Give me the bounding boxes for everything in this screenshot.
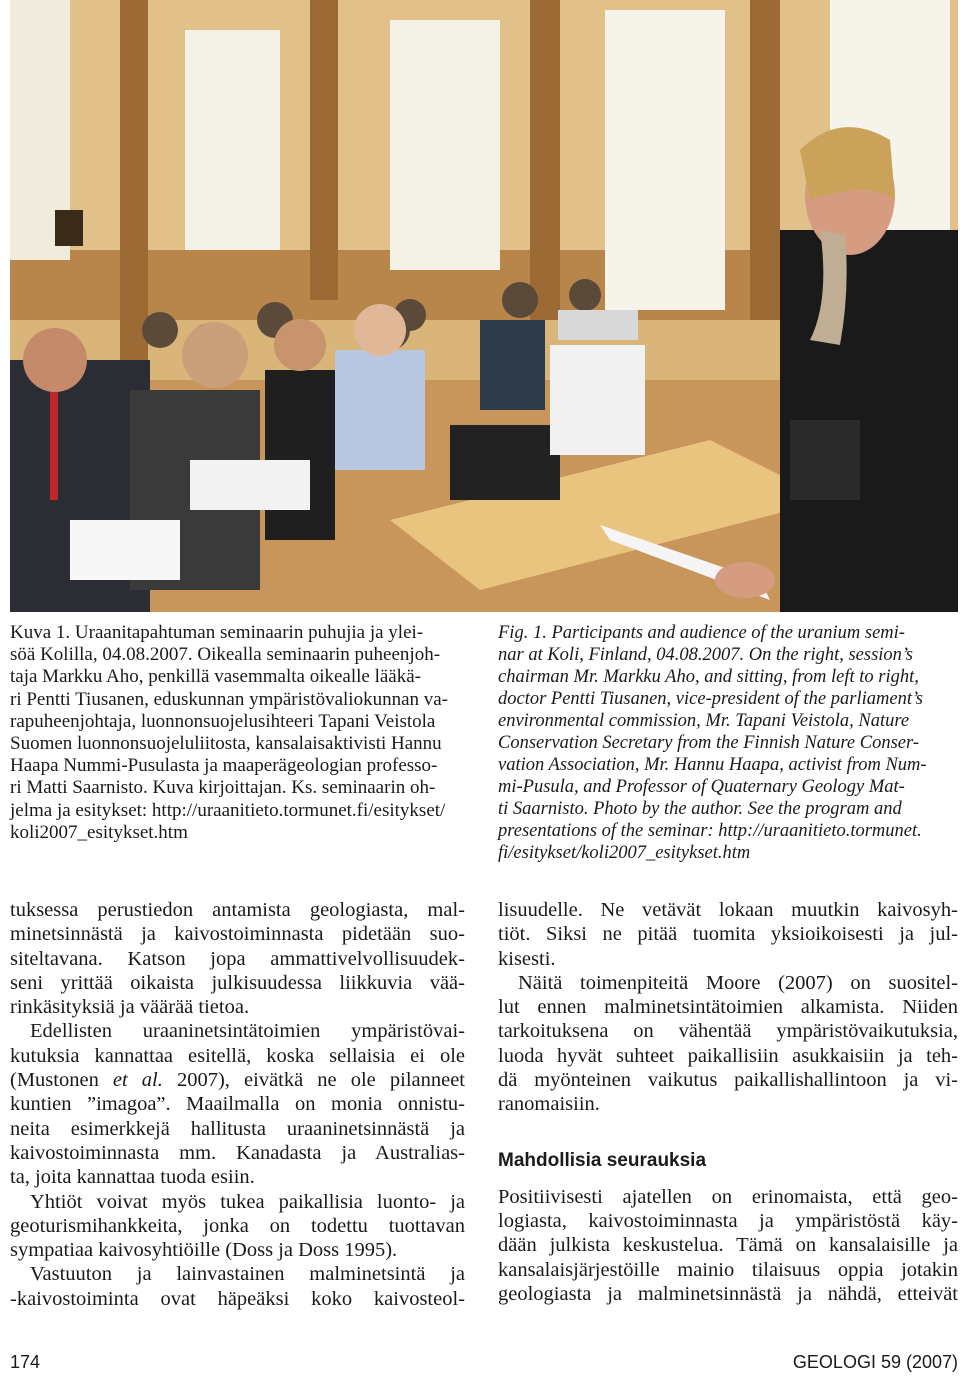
text-line: tuksessa perustiedon antamista geologiasta, mal- — [10, 899, 465, 921]
caption-line: Kuva 1. Uraanitapahtuman seminaarin puhujia ja ylei- — [10, 622, 424, 643]
caption-line: Fig. 1. Participants and audience of the uranium semi- — [498, 623, 905, 643]
caption-line: presentations of the seminar: http://uraanitieto.tormunet. — [498, 821, 922, 841]
text-line: kisesti. — [498, 947, 556, 970]
text-line: ta, joita kannattaa tuoda esiin. — [10, 1166, 255, 1189]
text-line: Positiivisesti ajatellen on erinomaista, että geo- — [498, 1185, 958, 1208]
page-footer — [10, 1352, 958, 1376]
caption-english — [498, 622, 958, 864]
caption-line: environmental commission, Mr. Tapani Veistola, Nature — [498, 711, 910, 731]
paragraph — [10, 1190, 465, 1263]
caption-line: Suomen luonnonsuojeluliitosta, kansalaisaktivisti Hannu — [10, 733, 442, 755]
text-line: geoturismihankkeita, jonka on todettu tuottavan — [10, 1214, 465, 1237]
text-line: tiöt. Siksi ne pitää tuomita yksioikoisesti ja jul- — [498, 923, 958, 946]
caption-line: fi/esitykset/koli2007_esitykset.htm — [498, 843, 751, 863]
text-line: sympatiaa kaivosyhtiöille (Doss ja Doss 1995). — [10, 1239, 398, 1262]
text-line: geologiasta ja malminetsinnästä ja nähdä, etteivät — [498, 1282, 958, 1305]
caption-line: ri Matti Saarnisto. Kuva kirjoittajan. Ks. seminaarin oh- — [10, 777, 436, 799]
text-line: lut ennen malminetsintätoimien alkamista. Niiden — [498, 996, 958, 1019]
text-line: ranomaisiin. — [498, 1093, 600, 1116]
text-line: kansalaisjärjestöille mainio tilaisuus oppia jotakin — [498, 1258, 958, 1281]
caption-line: ri Pentti Tiusanen, eduskunnan ympäristövaliokunnan va- — [10, 688, 449, 710]
body-column-left — [10, 898, 465, 1311]
text-line: kutuksia kannattaa esitellä, koska sellaisia ei ole — [10, 1044, 465, 1067]
paragraph — [498, 898, 958, 971]
text-line: lisuudelle. Ne vetävät lokaan muutkin kaivosyh- — [498, 899, 958, 921]
caption-line: koli2007_esitykset.htm — [10, 821, 188, 843]
caption-line: rapuheenjohtaja, luonnonsuojelusihteeri Tapani Veistola — [10, 710, 436, 732]
text-line: tarkoituksena on vähentää ympäristövaikutuksia, — [498, 1020, 958, 1043]
text-line: minetsinnästä ja kaivostoiminnasta pidetään suo- — [10, 923, 465, 946]
text-line: Näitä toimenpiteitä Moore (2007) on suositel- — [518, 971, 958, 994]
paragraph — [10, 898, 465, 1019]
caption-line: taja Markku Aho, penkillä vasemmalta oikealle lääkä- — [10, 666, 421, 688]
text-line: kaivostoiminnasta mm. Kanadasta ja Australias- — [10, 1141, 465, 1164]
text-line: seni yrittää oikaista julkisuudessa liikkuvia vää- — [10, 971, 465, 994]
body-column-right — [498, 898, 958, 1306]
paragraph — [10, 1262, 465, 1311]
text-line: luoda hyvät suhteet paikallisiin asukkaisiin ja teh- — [498, 1044, 958, 1067]
journal-name: GEOLOGI 59 (2007) — [792, 1352, 958, 1372]
text-line: rinkäsityksiä ja väärää tietoa. — [10, 996, 250, 1019]
text-line: (Mustonen et al. 2007), eivätkä ne ole pilanneet — [10, 1069, 466, 1092]
text-line: Edellisten uraaninetsintätoimien ympäristövai- — [30, 1020, 465, 1043]
caption-line: vation Association, Mr. Hannu Haapa, activist from Num- — [498, 755, 927, 775]
paragraph — [10, 1019, 465, 1189]
caption-line: mi-Pusula, and Professor of Quaternary Geology Mat- — [498, 777, 905, 797]
caption-line: jelma ja esitykset: http://uraanitieto.tormunet.fi/esitykset/ — [10, 799, 446, 821]
text-line: neita esimerkkejä hallitusta uraaninetsinnästä ja — [10, 1117, 465, 1140]
paragraph — [498, 971, 958, 1117]
seminar-photo — [10, 0, 958, 612]
text-line: siteltavana. Katson jopa ammattivelvollisuudek- — [10, 947, 465, 970]
caption-line: doctor Pentti Tiusanen, vice-president of the parliament’s — [498, 689, 923, 709]
text-line: logiasta, kaivostoiminnasta ja ympäristöstä käy- — [498, 1209, 958, 1232]
caption-line: söä Kolilla, 04.08.2007. Oikealla seminaarin puheenjoh- — [10, 644, 441, 666]
text-line: kuntien ”imagoa”. Maailmalla on monia onnistu- — [10, 1093, 465, 1116]
text-line: Vastuuton ja lainvastainen malminetsintä ja — [30, 1263, 465, 1286]
section-heading: Mahdollisia seurauksia — [498, 1149, 707, 1171]
caption-line: Haapa Nummi-Pusulasta ja maaperägeologian professo- — [10, 755, 438, 777]
text-line: Yhtiöt voivat myös tukea paikallisia luonto- ja — [30, 1190, 465, 1213]
text-line: dä myönteinen vaikutus paikallishallintoon ja vi- — [498, 1069, 958, 1092]
text-line: dään julkista keskustelua. Tämä on kansalaisille ja — [498, 1234, 958, 1257]
et-al-italic: et al. — [112, 1069, 163, 1092]
caption-line: Conservation Secretary from the Finnish Nature Conser- — [498, 733, 919, 753]
caption-line: nar at Koli, Finland, 04.08.2007. On the right, session’s — [498, 645, 913, 665]
caption-finnish — [10, 622, 465, 844]
paragraph — [498, 1185, 958, 1306]
caption-line: ti Saarnisto. Photo by the author. See the program and — [498, 799, 902, 819]
text-line: -kaivostoiminta ovat häpeäksi koko kaivosteol- — [10, 1287, 465, 1310]
page-number: 174 — [10, 1352, 41, 1372]
caption-line: chairman Mr. Markku Aho, and sitting, from left to right, — [498, 667, 919, 687]
